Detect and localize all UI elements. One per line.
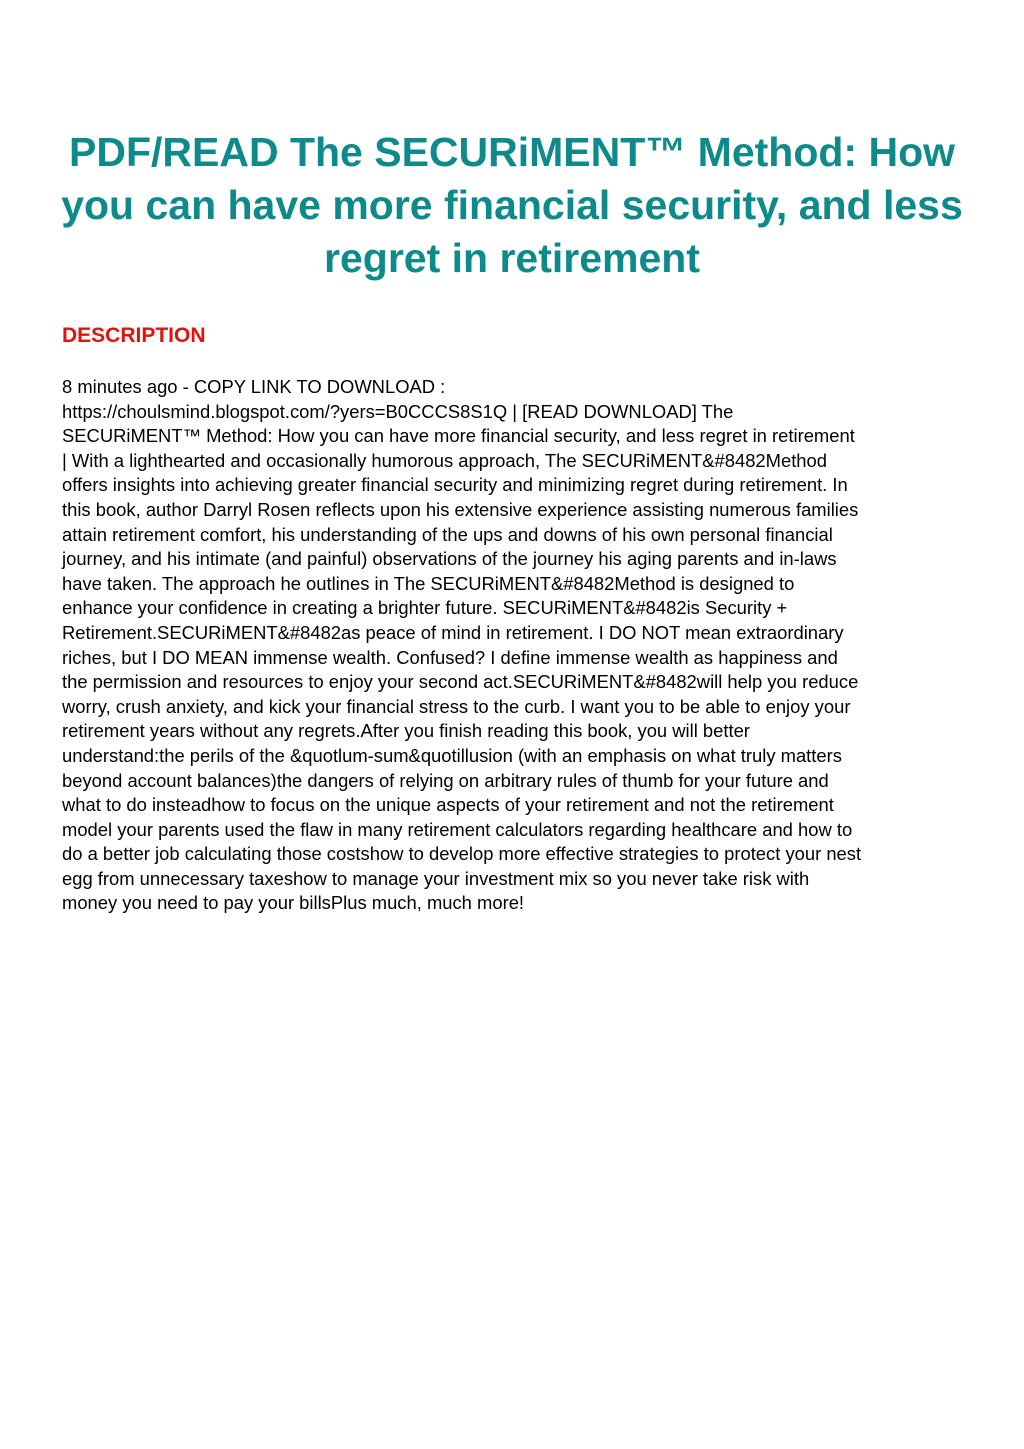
description-line: offers insights into achieving greater financial security and minimizing regret during retirement. In (62, 474, 848, 496)
description-line: Retirement.SECURiMENT&#8482as peace of mind in retirement. I DO NOT mean extraordinary (62, 621, 844, 643)
description-line-link[interactable]: https://choulsmind.blogspot.com/?yers=B0CCCS8S1Q | [READ DOWNLOAD] The (62, 400, 734, 422)
description-line: have taken. The approach he outlines in The SECURiMENT&#8482Method is designed to (62, 572, 795, 594)
description-body (62, 375, 964, 916)
description-line: do a better job calculating those costshow to develop more effective strategies to protect your nest (62, 843, 862, 865)
description-line: the permission and resources to enjoy your second act.SECURiMENT&#8482will help you reduce (62, 671, 859, 693)
description-line: 8 minutes ago - COPY LINK TO DOWNLOAD : (62, 376, 446, 397)
description-line: beyond account balances)the dangers of relying on arbitrary rules of thumb for your future and (62, 769, 829, 791)
description-line: journey, and his intimate (and painful) observations of the journey his aging parents and in-laws (62, 548, 837, 570)
description-line: SECURiMENT™ Method: How you can have more financial security, and less regret in retirement (62, 425, 855, 447)
description-line: understand:the perils of the &quotlum-sum&quotillusion (with an emphasis on what truly matters (62, 744, 842, 766)
description-line: attain retirement comfort, his understanding of the ups and downs of his own personal financial (62, 523, 833, 545)
description-line: enhance your confidence in creating a brighter future. SECURiMENT&#8482is Security + (62, 597, 788, 619)
description-line: money you need to pay your billsPlus much, much more! (62, 892, 525, 914)
description-heading: DESCRIPTION (62, 324, 206, 347)
description-line: egg from unnecessary taxeshow to manage your investment mix so you never take risk with (62, 867, 810, 889)
description-line: riches, but I DO MEAN immense wealth. Confused? I define immense wealth as happiness and (62, 646, 838, 668)
description-line: this book, author Darryl Rosen reflects upon his extensive experience assisting numerous families (62, 498, 859, 520)
description-line: model your parents used the flaw in many retirement calculators regarding healthcare and how to (62, 818, 853, 840)
description-line: what to do insteadhow to focus on the unique aspects of your retirement and not the retirement (62, 794, 834, 816)
document-title: PDF/READ The SECURiMENT™ Method: How you can have more financial security, and less regret in retirement (61, 129, 963, 281)
description-line: worry, crush anxiety, and kick your financial stress to the curb. I want you to be able to enjoy your (62, 695, 851, 717)
description-line: | With a lighthearted and occasionally humorous approach, The SECURiMENT&#8482Method (62, 449, 827, 471)
description-line: retirement years without any regrets.After you finish reading this book, you will better (62, 720, 750, 742)
